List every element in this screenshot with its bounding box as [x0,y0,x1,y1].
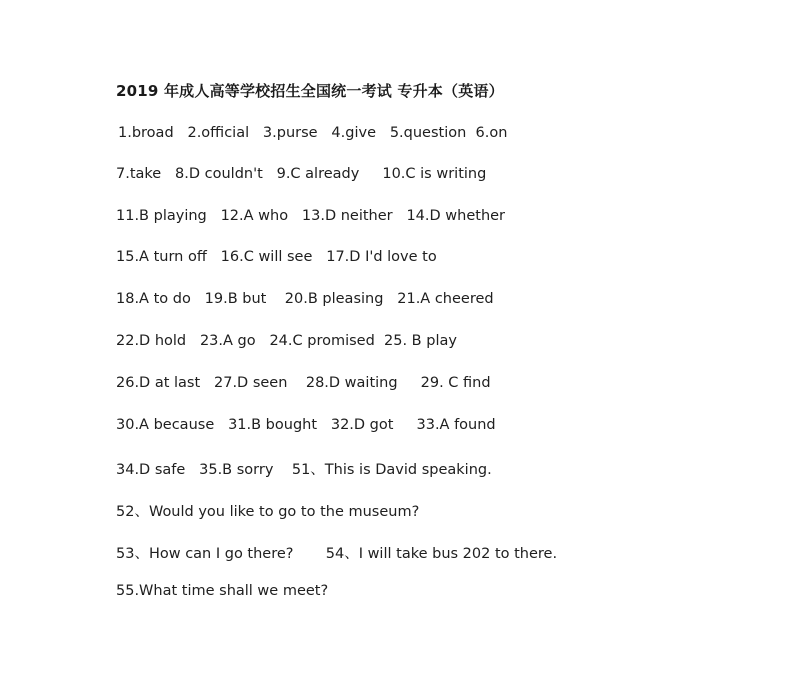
answer-line-11: 53、How can I go there? 54、I will take bus 202 to there. [116,546,558,562]
answer-line-3: 11.B playing 12.A who 13.D neither 14.D whether [116,208,506,224]
answer-line-1: 1.broad 2.official 3.purse 4.give 5.question 6.on [118,125,508,141]
answer-line-12: 55.What time shall we meet? [116,583,329,599]
answer-line-10: 52、Would you like to go to the museum? [116,504,420,520]
answer-line-9: 34.D safe 35.B sorry 51、This is David speaking. [116,462,492,478]
answer-line-2: 7.take 8.D couldn't 9.C already 10.C is writing [116,166,487,182]
document-title: 2019 年成人高等学校招生全国统一考试 专升本（英语） [116,82,504,100]
answer-line-6: 22.D hold 23.A go 24.C promised 25. B play [116,333,457,349]
answer-line-8: 30.A because 31.B bought 32.D got 33.A found [116,417,496,433]
answer-line-5: 18.A to do 19.B but 20.B pleasing 21.A cheered [116,291,494,307]
answer-line-4: 15.A turn off 16.C will see 17.D I'd love to [116,249,437,265]
answer-line-7: 26.D at last 27.D seen 28.D waiting 29. C find [116,375,491,391]
